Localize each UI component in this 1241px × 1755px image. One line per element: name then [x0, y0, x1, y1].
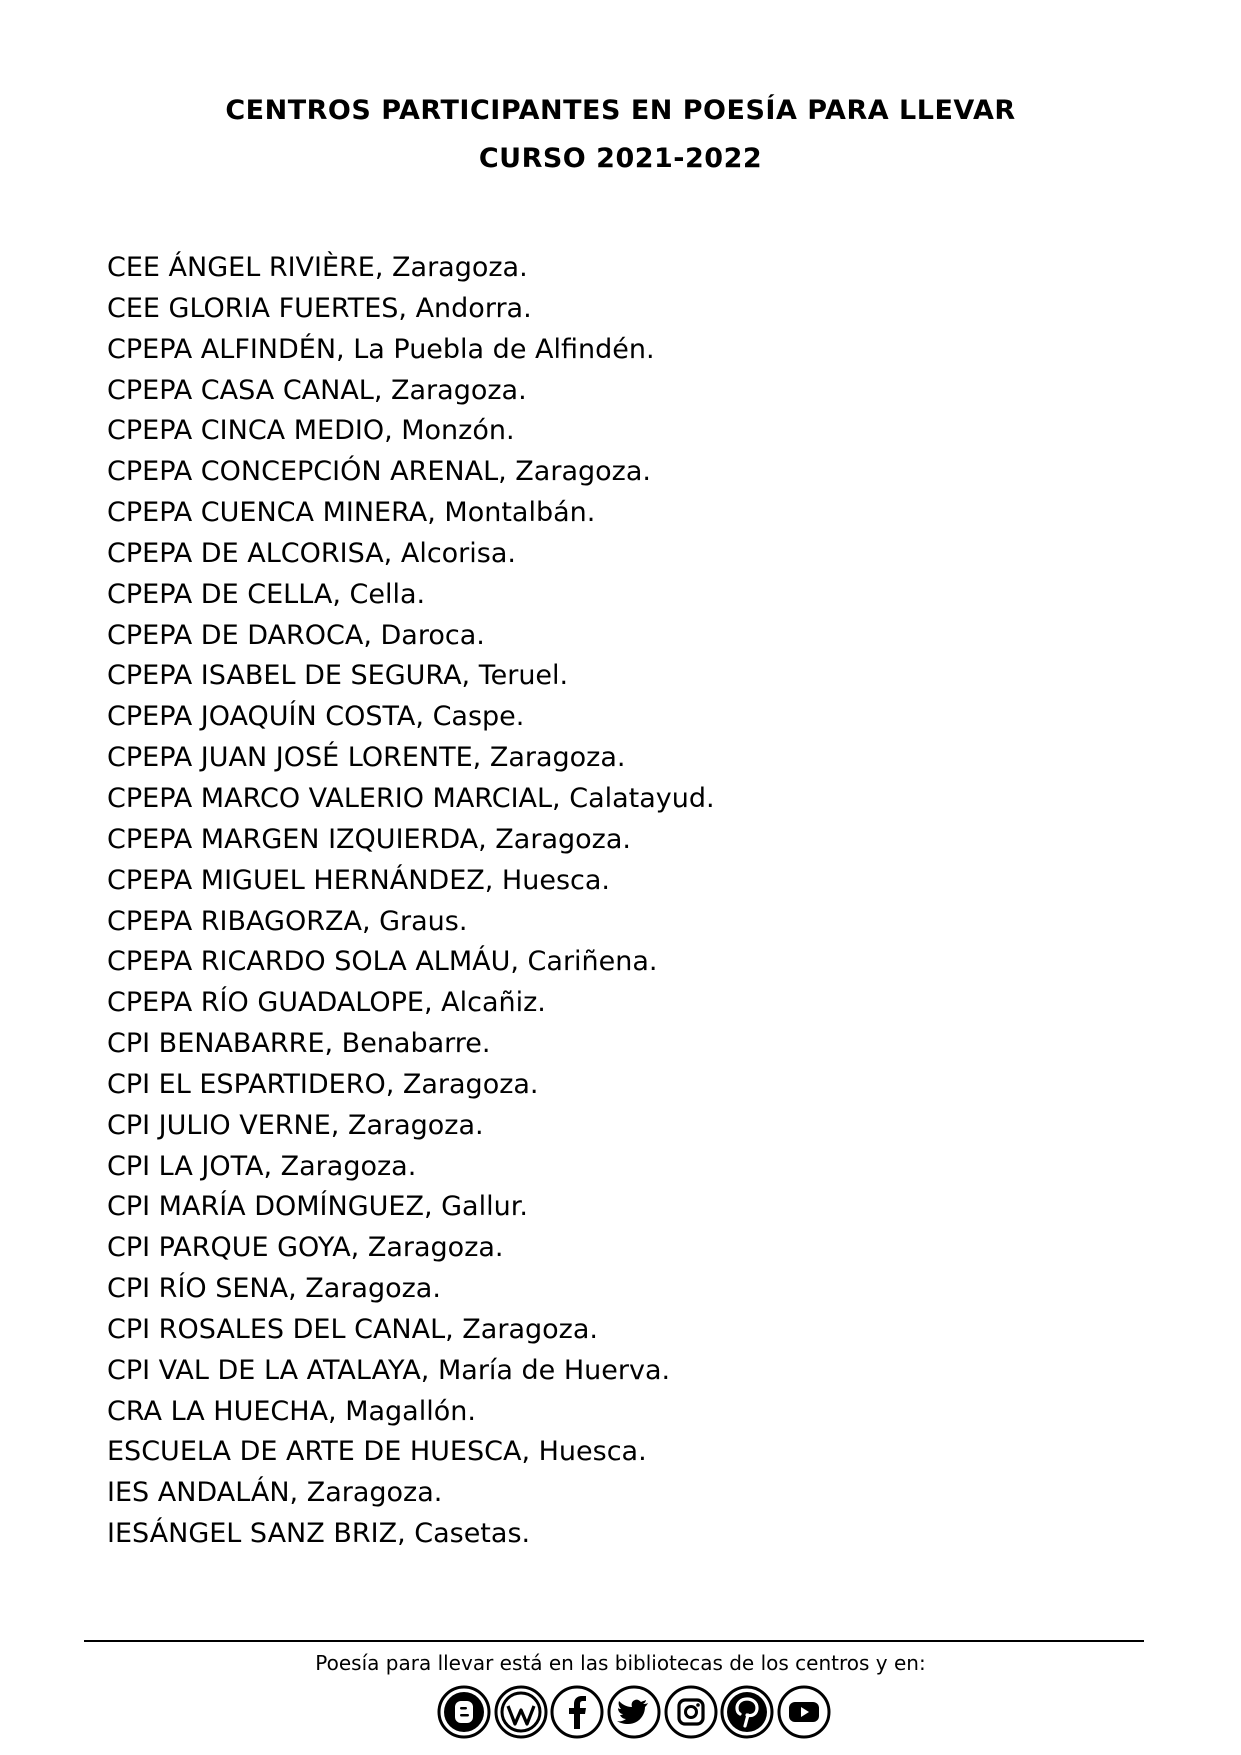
- center-item: CPI MARÍA DOMÍNGUEZ, Gallur.: [107, 1191, 528, 1223]
- center-item: CPEPA DE ALCORISA, Alcorisa.: [107, 537, 516, 569]
- center-item: CPEPA JUAN JOSÉ LORENTE, Zaragoza.: [107, 742, 626, 774]
- center-item: CPI LA JOTA, Zaragoza.: [107, 1150, 417, 1182]
- center-item: CPI VAL DE LA ATALAYA, María de Huerva.: [107, 1354, 671, 1386]
- center-item: CPEPA CONCEPCIÓN ARENAL, Zaragoza.: [107, 456, 651, 488]
- center-item: CPEPA MIGUEL HERNÁNDEZ, Huesca.: [107, 864, 610, 896]
- center-item: CPEPA CUENCA MINERA, Montalbán.: [107, 497, 596, 529]
- center-item: CRA LA HUECHA, Magallón.: [107, 1395, 476, 1427]
- twitter-icon[interactable]: [606, 1684, 662, 1740]
- center-item: IESÁNGEL SANZ BRIZ, Casetas.: [107, 1518, 531, 1550]
- center-item: CPEPA RÍO GUADALOPE, Alcañiz.: [107, 987, 546, 1019]
- youtube-icon[interactable]: [776, 1684, 832, 1740]
- facebook-icon[interactable]: [549, 1684, 605, 1740]
- pinterest-icon[interactable]: [719, 1684, 775, 1740]
- center-item: CEE ÁNGEL RIVIÈRE, Zaragoza.: [107, 252, 528, 283]
- center-item: CPEPA DE DAROCA, Daroca.: [107, 619, 485, 651]
- center-item: CPI ROSALES DEL CANAL, Zaragoza.: [107, 1313, 598, 1345]
- center-item: CPEPA RICARDO SOLA ALMÁU, Cariñena.: [107, 946, 658, 978]
- document-title: CENTROS PARTICIPANTES EN POESÍA PARA LLEVAR: [225, 95, 1016, 126]
- instagram-icon[interactable]: [663, 1684, 719, 1740]
- center-item: CPEPA MARGEN IZQUIERDA, Zaragoza.: [107, 823, 631, 855]
- center-item: ESCUELA DE ARTE DE HUESCA, Huesca.: [107, 1436, 647, 1468]
- center-item: CPI JULIO VERNE, Zaragoza.: [107, 1109, 484, 1141]
- center-item: CPEPA CASA CANAL, Zaragoza.: [107, 374, 527, 406]
- center-item: CEE GLORIA FUERTES, Andorra.: [107, 292, 532, 324]
- center-item: CPEPA DE CELLA, Cella.: [107, 578, 426, 610]
- center-item: CPI PARQUE GOYA, Zaragoza.: [107, 1232, 504, 1264]
- center-item: CPEPA JOAQUÍN COSTA, Caspe.: [107, 701, 525, 733]
- social-icons-row: [436, 1684, 832, 1742]
- centers-list: [107, 248, 715, 1555]
- center-item: CPEPA CINCA MEDIO, Monzón.: [107, 415, 515, 447]
- center-item: CPI RÍO SENA, Zaragoza.: [107, 1273, 441, 1305]
- blogger-icon[interactable]: [436, 1684, 492, 1740]
- wordpress-icon[interactable]: [493, 1684, 549, 1740]
- center-item: IES ANDALÁN, Zaragoza.: [107, 1477, 443, 1509]
- footer-divider: [84, 1640, 1144, 1642]
- center-item: CPEPA RIBAGORZA, Graus.: [107, 905, 468, 937]
- document-subtitle: CURSO 2021-2022: [478, 143, 763, 174]
- center-item: CPEPA MARCO VALERIO MARCIAL, Calatayud.: [107, 782, 715, 814]
- center-item: CPEPA ALFINDÉN, La Puebla de Alfindén.: [107, 333, 655, 365]
- center-item: CPI EL ESPARTIDERO, Zaragoza.: [107, 1068, 539, 1100]
- footer-text: Poesía para llevar está en las bibliotecas de los centros y en:: [315, 1651, 926, 1675]
- center-item: CPEPA ISABEL DE SEGURA, Teruel.: [107, 660, 569, 692]
- center-item: CPI BENABARRE, Benabarre.: [107, 1028, 491, 1060]
